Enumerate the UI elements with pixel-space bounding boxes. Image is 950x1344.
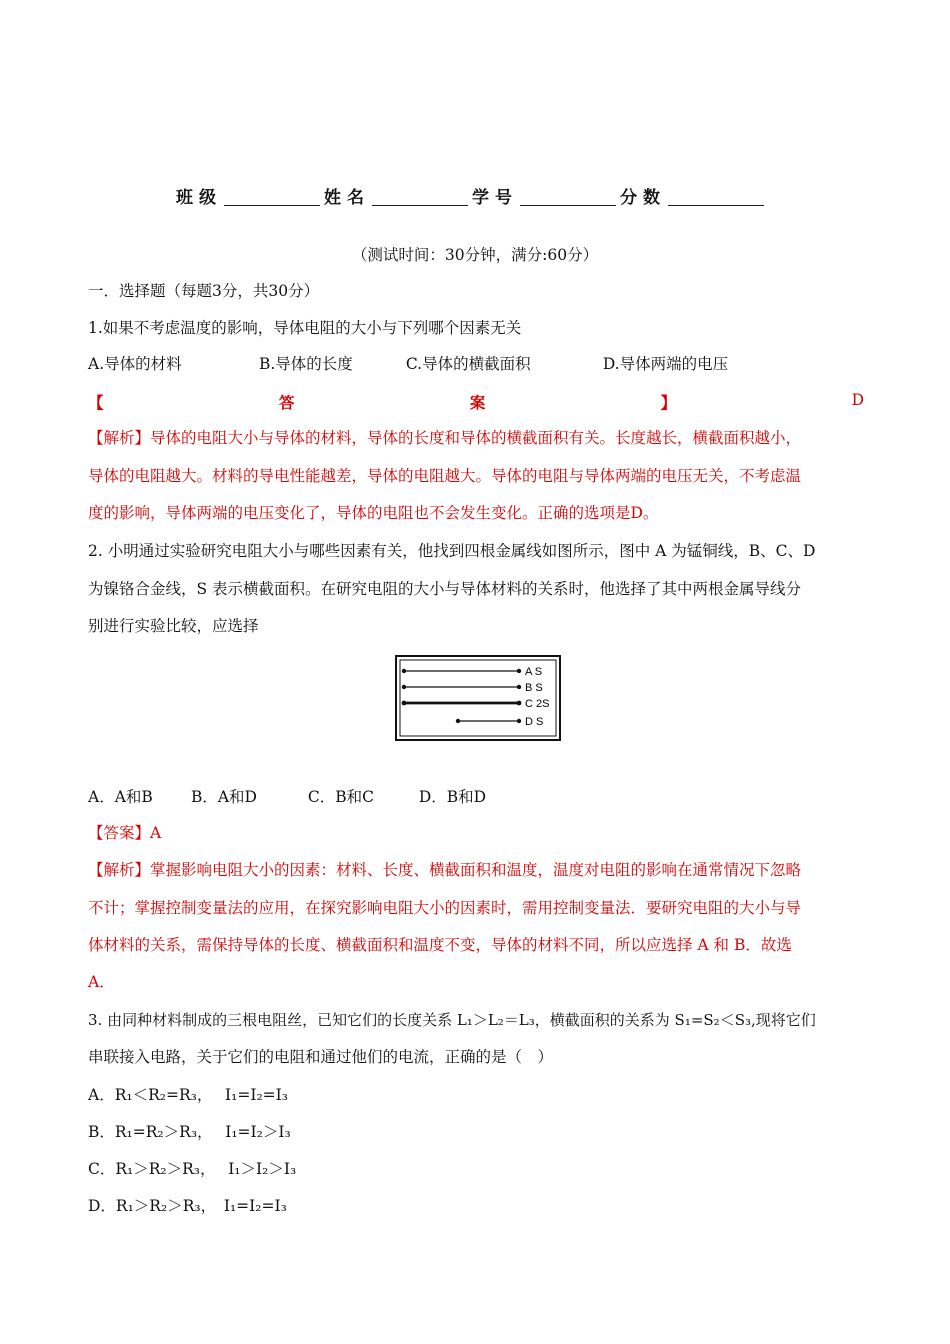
q2-analysis-line-3: 体材料的关系，需保持导体的长度、横截面积和温度不变，导体的材料不同，所以应选择 A 和 B．故选 [88,936,792,954]
q1-answer-char-2: 案 [469,393,486,412]
section-title: 一．选择题（每题3分，共30分） [88,282,320,300]
wire-b [402,682,543,694]
q2-analysis-line-2: 不计；掌握控制变量法的应用，在探究影响电阻大小的因素时，需用控制变量法．要研究电阻的大小与导 [88,899,802,917]
class-blank[interactable] [224,183,320,206]
q1-answer [88,391,864,413]
q2-analysis-line-4: A． [88,973,115,991]
q1-analysis-line-1: 【解析】导体的电阻大小与导体的材料，导体的长度和导体的横截面积有关。长度越长，横截面积越小， [88,429,802,447]
q1-answer-value: D [851,391,864,409]
q1-option-c: C.导体的横截面积 [405,355,531,373]
wire-a [402,666,542,678]
q2-option-a: A．A和B [88,788,153,806]
q1-stem: 1.如果不考虑温度的影响，导体电阻的大小与下列哪个因素无关 [88,319,522,337]
wire-d [456,716,544,728]
q3-option-a: A．R₁＜R₂=R₃， I₁=I₂=I₃ [88,1086,288,1104]
wire-c-label: C 2S [525,698,550,710]
q3-stem-line-2: 串联接入电路，关于它们的电阻和通过他们的电流，正确的是（ ） [88,1048,554,1066]
q2-stem-line-1: 2. 小明通过实验研究电阻大小与哪些因素有关，他找到四根金属线如图所示，图中 A 为锰铜线，B、C、D [88,542,816,560]
q1-answer-char-1: 答 [278,393,295,412]
q1-analysis-line-2: 导体的电阻越大。材料的导电性能越差，导体的电阻越大。导体的电阻与导体两端的电压无关，不考虑温 [88,467,802,485]
q1-answer-bracket-open: 【 [88,393,104,412]
q1-option-d: D.导体两端的电压 [602,355,729,373]
q3-stem-line-1: 3. 由同种材料制成的三根电阻丝，已知它们的长度关系 L₁＞L₂＝L₃，横截面积的关系为 S₁=S₂＜S₃,现将它们 [88,1011,816,1029]
student-id-blank[interactable] [520,183,616,206]
q1-answer-bracket-close: 】 [660,393,677,412]
q3-option-d: D．R₁＞R₂＞R₃， I₁=I₂=I₃ [88,1197,287,1215]
score-blank[interactable] [668,183,764,206]
q2-stem-line-2: 为镍铬合金线，S 表示横截面积。在研究电阻的大小与导体材料的关系时，他选择了其中两根金属导线分 [88,580,802,598]
q2-options [88,786,486,808]
q2-option-d: D．B和D [418,788,487,806]
name-blank[interactable] [372,183,468,206]
q1-option-b: B.导体的长度 [258,355,353,373]
wire-diagram [395,655,561,741]
test-info: （测试时间：30分钟，满分:60分） [351,246,599,264]
q2-option-b: B．A和D [190,788,257,806]
q3-option-c: C．R₁＞R₂＞R₃， I₁＞I₂＞I₃ [88,1160,297,1178]
student-info-header [176,178,776,208]
student-id-label: 学号 [472,188,518,208]
score-label: 分数 [620,188,666,208]
q2-option-c: C．B和C [307,788,374,806]
q3-option-b: B．R₁=R₂＞R₃， I₁=I₂＞I₃ [88,1123,291,1141]
q2-answer: 【答案】A [88,824,162,842]
class-label: 班级 [176,188,222,208]
q2-stem-line-3: 别进行实验比较，应选择 [88,617,259,635]
wire-a-label: A S [525,666,543,678]
q2-analysis-line-1: 【解析】掌握影响电阻大小的因素：材料、长度、横截面积和温度，温度对电阻的影响在通常情况下忽略 [88,861,802,879]
wire-d-label: D S [525,716,544,728]
name-label: 姓名 [324,188,370,208]
q1-options [88,353,728,375]
wire-c [402,698,550,710]
q1-analysis-line-3: 度的影响，导体两端的电压变化了，导体的电阻也不会发生变化。正确的选项是D。 [88,504,659,522]
q1-option-a: A.导体的材料 [88,355,182,373]
wire-b-label: B S [525,682,543,694]
